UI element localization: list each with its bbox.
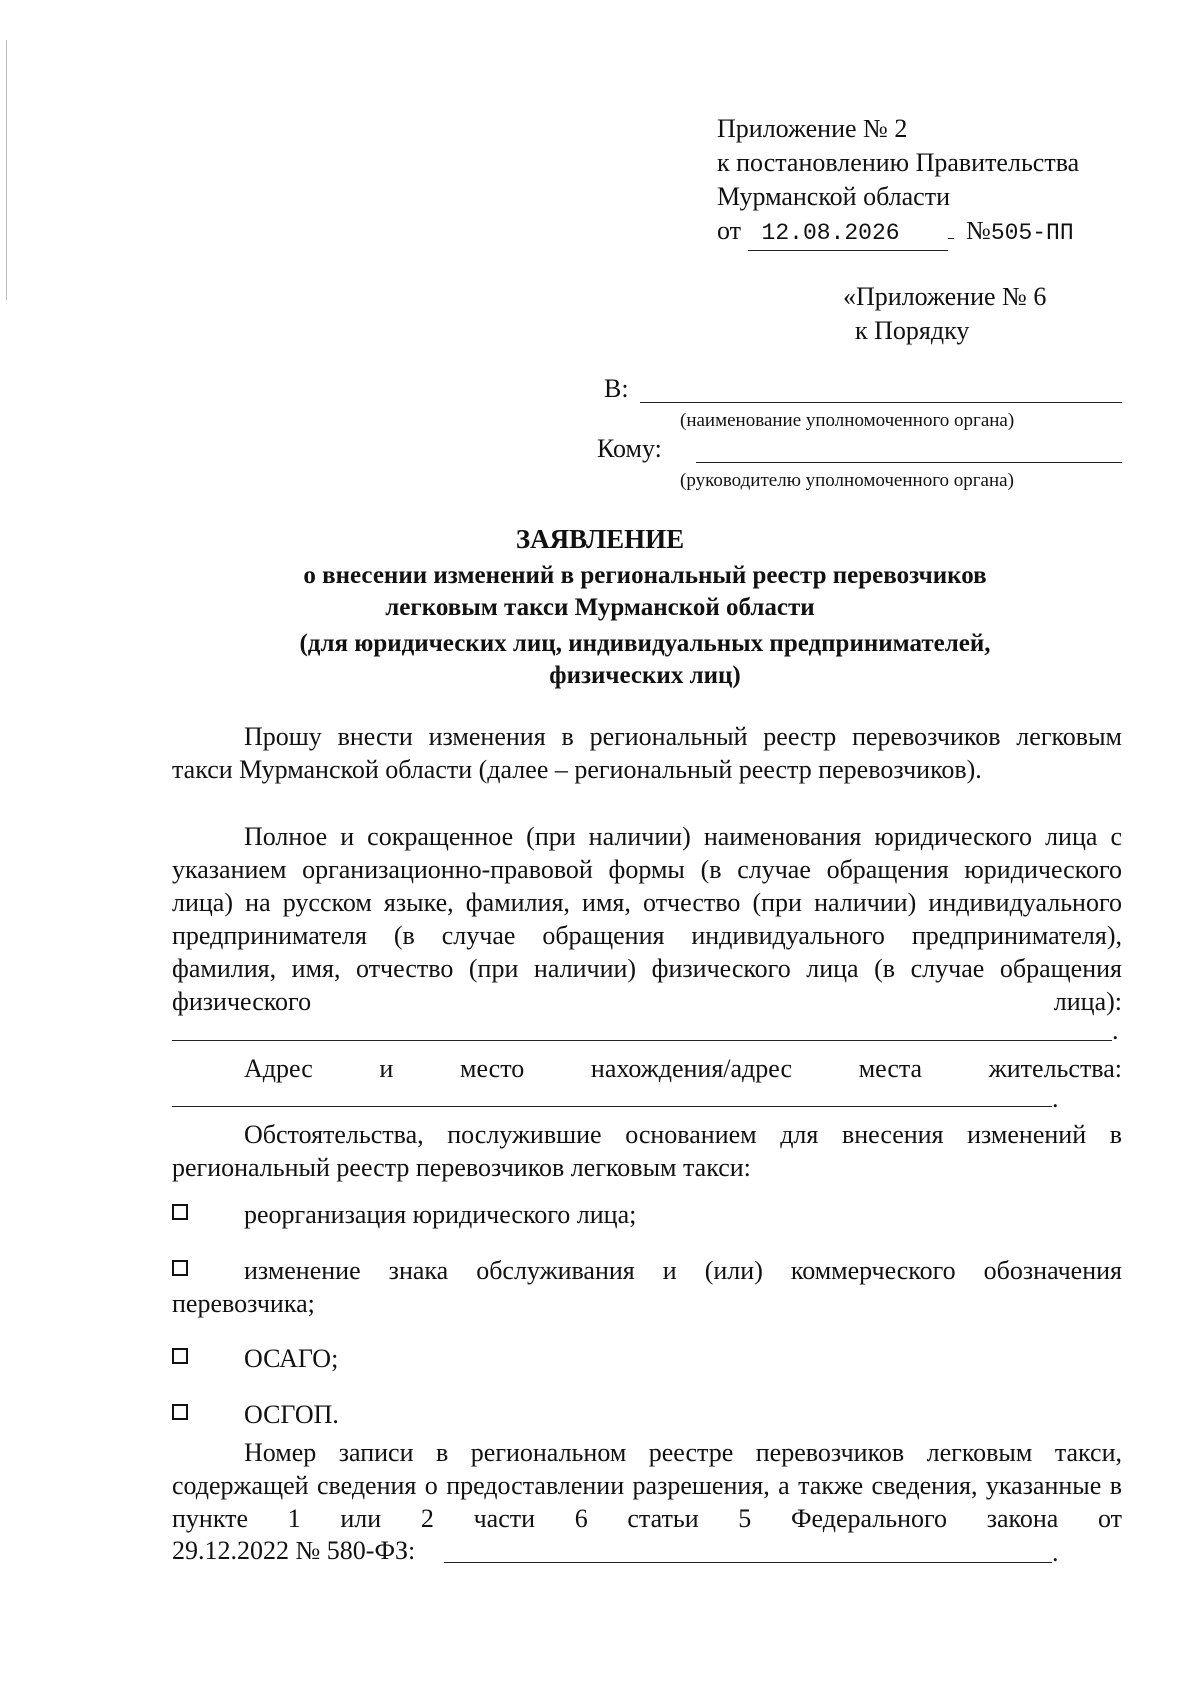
resolution-number: 505-ПП (990, 220, 1074, 246)
appendix-date-line (717, 214, 1079, 251)
name-paragraph: Полное и сокращенное (при наличии) наименования юридического лица с указанием организационно-правовой формы (в случае обращения юридического лица) на русском языке, фамилия, имя, отчество (при наличии) индивидуального предпринимателя (в случае обращения индивидуального предпринимателя), фамилия, имя, отчество (при наличии) физического лица (в случае обращения физического лица): (172, 822, 1122, 1016)
address-field-line (172, 1106, 1052, 1107)
record-number-paragraph: Номер записи в региональном реестре перевозчиков легковым такси, содержащей сведения о предоставлении разрешения, а также сведения, указанные в пункте 1 или 2 части 6 статьи 5 Федерального закона от (172, 1438, 1122, 1533)
to-field-hint: (наименование уполномоченного органа) (680, 410, 1015, 431)
resolution-date: 12.08.2026 (748, 216, 948, 251)
whom-label: Кому: (597, 434, 662, 463)
to-label: В: (604, 374, 629, 403)
scan-margin-mark (6, 40, 7, 300)
whom-field-line (696, 462, 1122, 463)
document-title: ЗАЯВЛЕНИЕ (515, 524, 685, 554)
checkbox-osago[interactable] (172, 1348, 188, 1364)
option-reorganization-label: реорганизация юридического лица; (244, 1200, 637, 1229)
appendix-region: Мурманской области (717, 182, 950, 211)
record-number-field-line (444, 1562, 1052, 1563)
option-reorganization[interactable] (172, 1198, 1122, 1231)
sub-appendix-number: «Приложение № 6 (843, 282, 1047, 311)
name-field-dot: . (1112, 1016, 1119, 1045)
option-trademark[interactable] (172, 1254, 1122, 1320)
circumstances-paragraph: Обстоятельства, послужившие основанием для внесения изменений в региональный реестр перевозчиков легковым такси: (172, 1120, 1122, 1182)
option-osago[interactable] (172, 1342, 1122, 1375)
checkbox-trademark[interactable] (172, 1260, 188, 1276)
title-line-5: физических лиц) (549, 662, 741, 689)
appendix-to-resolution: к постановлению Правительства (717, 148, 1080, 177)
address-field-dot: . (1052, 1084, 1059, 1113)
address-paragraph: Адрес и место нахождения/адрес места жительства: (244, 1054, 1122, 1083)
law-reference: 29.12.2022 № 580-ФЗ: (172, 1536, 416, 1565)
title-line-2: о внесении изменений в региональный реестр перевозчиков (303, 562, 987, 589)
whom-field-hint: (руководителю уполномоченного органа) (680, 470, 1014, 491)
checkbox-reorganization[interactable] (172, 1204, 188, 1220)
appendix-number: Приложение № 2 (717, 114, 908, 143)
option-osgop-label: ОСГОП. (244, 1400, 339, 1429)
date-underline-tail (948, 238, 954, 239)
name-field-line (172, 1040, 1112, 1041)
record-number-dot: . (1052, 1538, 1059, 1567)
sub-appendix-header (843, 280, 1046, 348)
from-label: от (717, 216, 742, 245)
option-osgop[interactable] (172, 1398, 1122, 1431)
option-osago-label: ОСАГО; (244, 1344, 339, 1373)
sub-appendix-order: к Порядку (855, 316, 970, 345)
number-label: № (966, 216, 991, 245)
checkbox-osgop[interactable] (172, 1404, 188, 1420)
title-line-3: легковым такси Мурманской области (385, 594, 815, 621)
request-paragraph: Прошу внести изменения в региональный реестр перевозчиков легковым такси Мурманской области (далее – региональный реестр перевозчиков). (172, 722, 1122, 784)
appendix-header (717, 112, 1079, 251)
option-trademark-label: изменение знака обслуживания и (или) коммерческого обозначения перевозчика; (172, 1256, 1122, 1318)
to-field-line (640, 402, 1122, 403)
title-line-4: (для юридических лиц, индивидуальных предпринимателей, (299, 630, 991, 657)
